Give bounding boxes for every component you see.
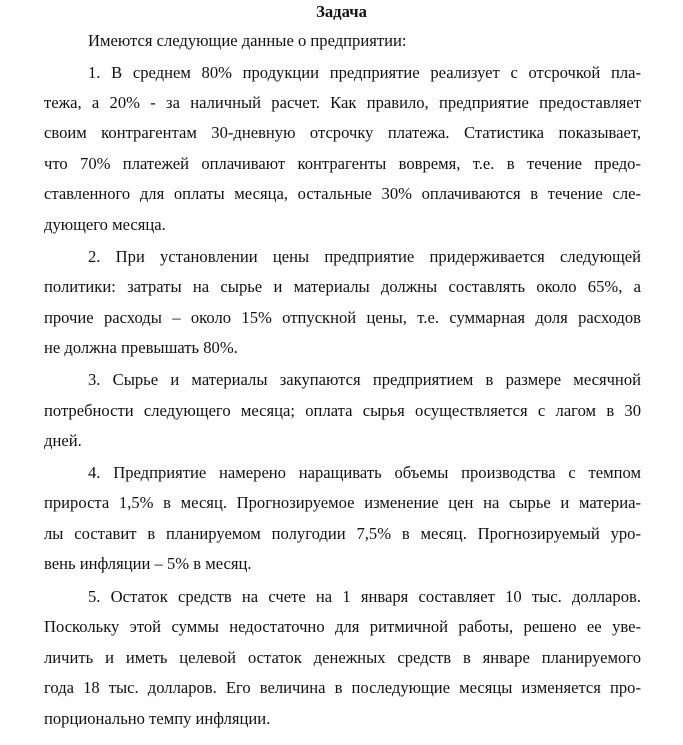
item-3-line-2: потребности следующего месяца; оплата сырья осуществляется с лагом в 30 [44,401,641,420]
item-1-line-1: 1. В среднем 80% продукции предприятие реализует с отсрочкой пла- [88,63,641,82]
item-4-line-2: прироста 1,5% в месяц. Прогнозируемое изменение цен на сырье и материа- [44,493,641,512]
item-4-line-3: лы составит в планируемом полугодии 7,5% в месяц. Прогнозируемый уро- [44,524,641,543]
item-1-line-3: своим контрагентам 30-дневную отсрочку платежа. Статистика показывает, [44,123,641,142]
item-2-line-3: прочие расходы – около 15% отпускной цены, т.е. суммарная доля расходов [44,308,641,327]
intro-line: Имеются следующие данные о предприятии: [88,31,407,50]
item-1-line-6: дующего месяца. [44,215,166,234]
item-1-line-4: что 70% платежей оплачивают контрагенты вовремя, т.е. в течение предо- [44,154,641,173]
item-1-line-2: тежа, а 20% - за наличный расчет. Как правило, предприятие предоставляет [44,93,641,112]
item-3-line-3: дней. [44,431,82,450]
item-4-line-4: вень инфляции – 5% в месяц. [44,554,252,573]
item-2-line-2: политики: затраты на сырье и материалы должны составлять около 65%, а [44,277,641,296]
document-title: Задача [316,2,367,21]
item-1-line-5: ставленного для оплаты месяца, остальные 30% оплачиваются в течение сле- [44,184,641,203]
item-5-line-5: порционально темпу инфляции. [44,709,271,728]
item-2-line-4: не должна превышать 80%. [44,338,238,357]
item-5-line-2: Поскольку этой суммы недостаточно для ритмичной работы, решено ее уве- [44,617,641,636]
item-5-line-3: личить и иметь целевой остаток денежных средств в январе планируемого [44,648,641,667]
item-2-line-1: 2. При установлении цены предприятие придерживается следующей [88,247,641,266]
item-5-line-4: года 18 тыс. долларов. Его величина в последующие месяцы изменяется про- [44,678,641,697]
item-3-line-1: 3. Сырье и материалы закупаются предприятием в размере месячной [88,370,641,389]
item-4-line-1: 4. Предприятие намерено наращивать объемы производства с темпом [88,463,641,482]
item-5-line-1: 5. Остаток средств на счете на 1 января составляет 10 тыс. долларов. [88,587,641,606]
